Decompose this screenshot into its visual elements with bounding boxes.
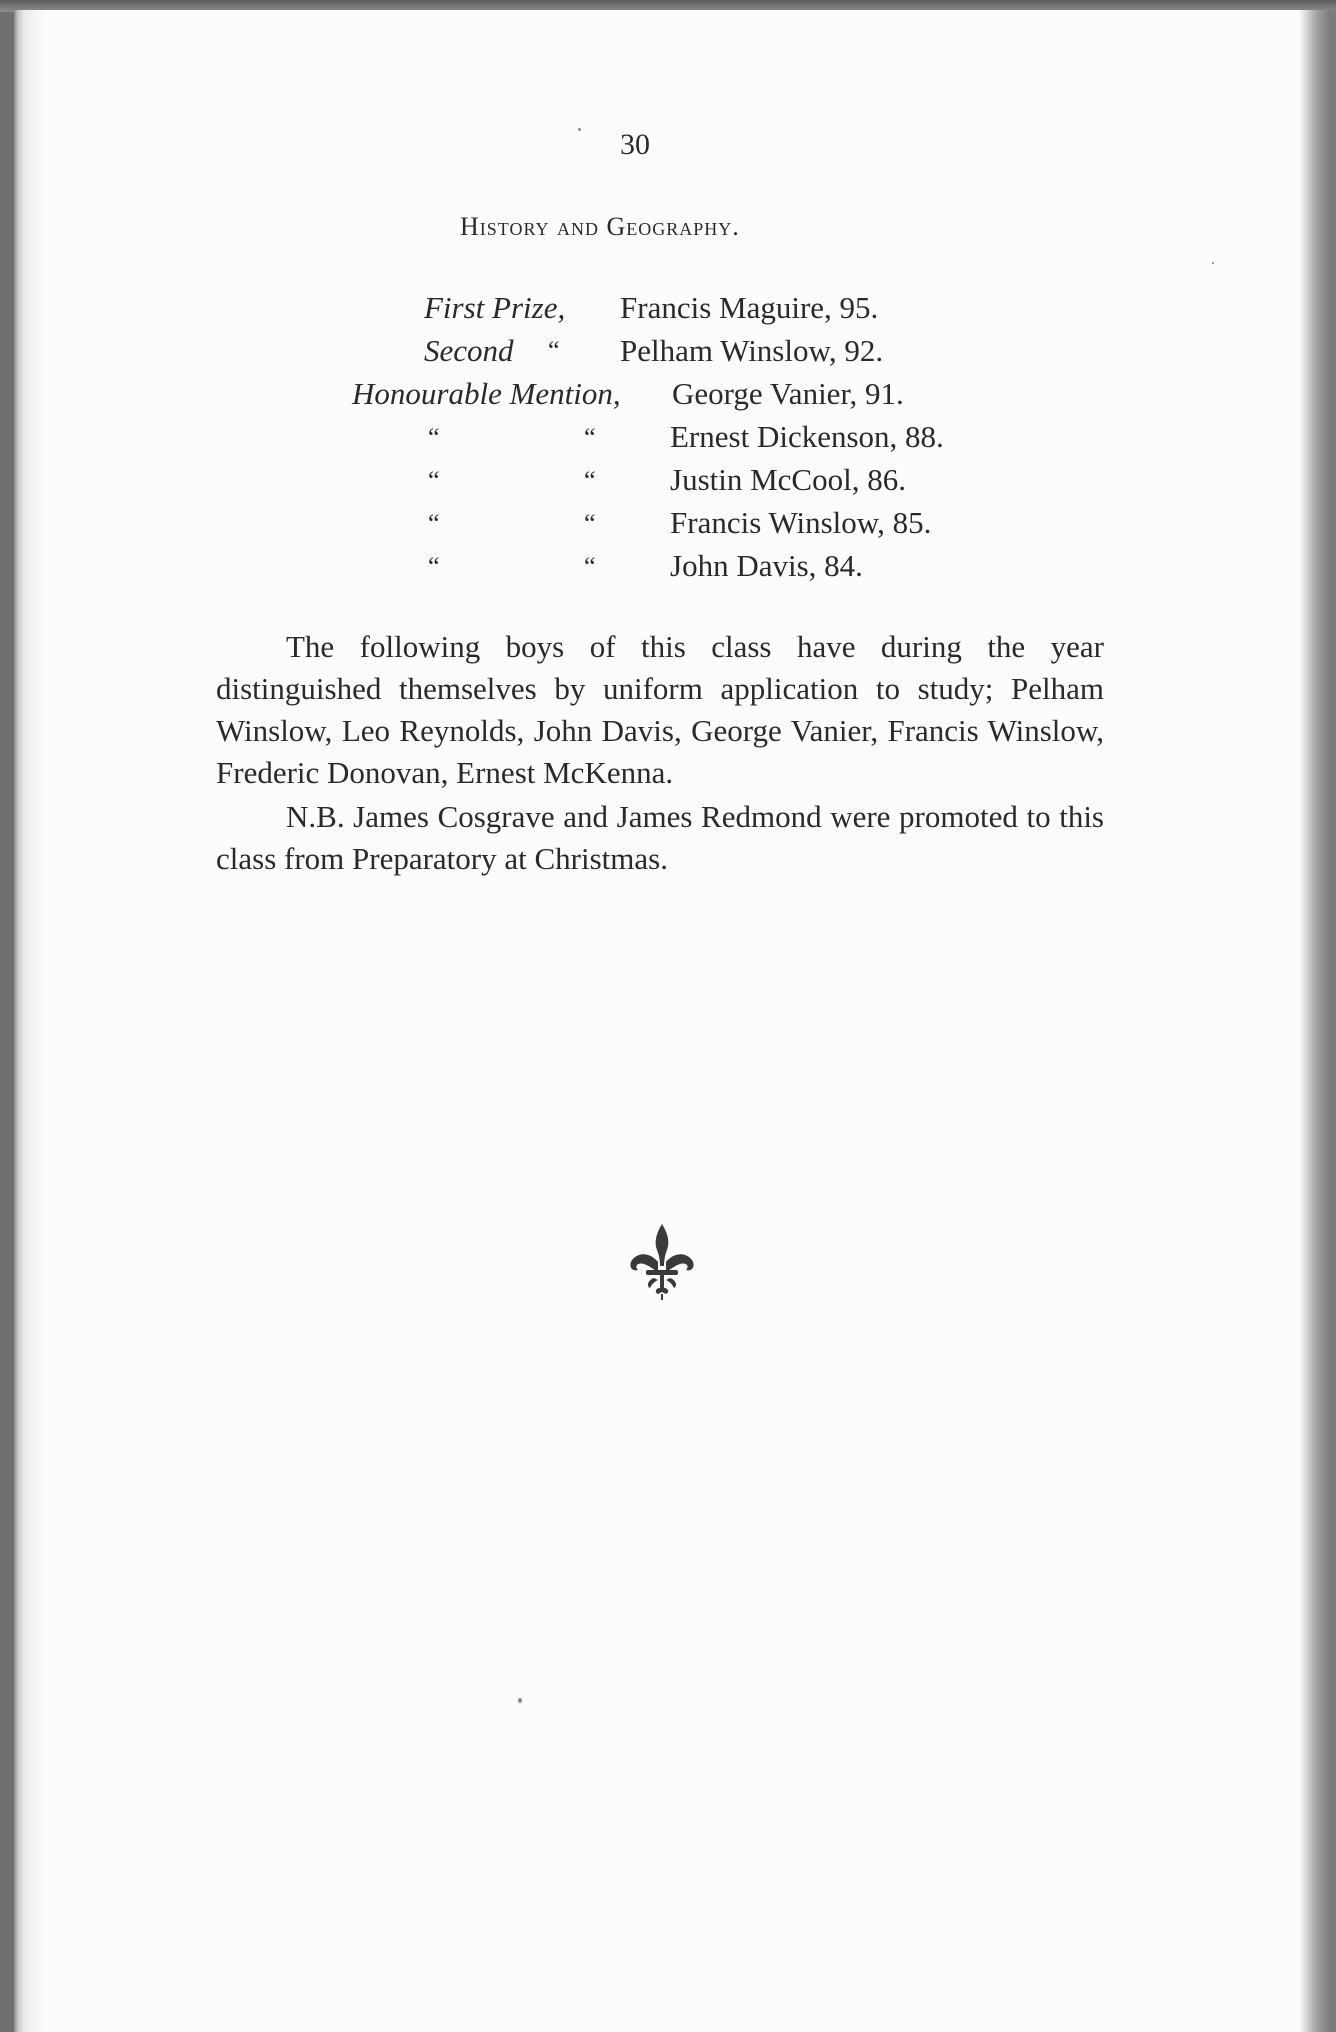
prize-name-second: Pelham Winslow, 92. <box>620 333 884 368</box>
mention-name: Francis Winslow, 85. <box>670 505 932 540</box>
scan-speck <box>518 1698 522 1703</box>
mention-name: Justin McCool, 86. <box>670 462 906 497</box>
mention-name: John Davis, 84. <box>670 548 863 583</box>
ditto-mark: “ <box>428 423 440 452</box>
section-title: History and Geography. <box>460 212 740 241</box>
fleur-de-lis-ornament-icon <box>624 1222 700 1302</box>
paragraph-distinguished: The following boys of this class have during the year distinguished themselves by uniform application to study; Pelham Winslow, Leo Reynolds, John Davis, George Vanier, Francis Winslow, Frederic Donovan, Ernest McKenna. <box>216 629 1104 790</box>
ditto-mark: “ <box>428 552 440 581</box>
page-right-edge <box>1300 10 1336 2032</box>
prize-name-honourable: George Vanier, 91. <box>672 376 904 411</box>
ditto-mark: “ <box>584 423 596 452</box>
scan-speck <box>1212 262 1214 264</box>
ditto-mark: “ <box>584 552 596 581</box>
prize-name-first: Francis Maguire, 95. <box>620 290 879 325</box>
prize-label-second: Second <box>424 333 514 368</box>
ditto-mark: “ <box>584 509 596 538</box>
ditto-mark: “ <box>428 509 440 538</box>
scan-speck <box>578 128 581 131</box>
page-left-edge <box>14 10 44 2032</box>
ditto-mark: “ <box>428 466 440 495</box>
paragraph-nb: N.B. James Cosgrave and James Redmond were promoted to this class from Preparatory at Christmas. <box>216 799 1104 876</box>
page-number: 30 <box>620 128 650 161</box>
mention-name: Ernest Dickenson, 88. <box>670 419 944 454</box>
prize-label-honourable: Honourable Mention, <box>352 376 621 411</box>
ditto-mark: “ <box>548 336 560 365</box>
ditto-mark: “ <box>584 466 596 495</box>
prize-label-first: First Prize, <box>424 290 566 325</box>
